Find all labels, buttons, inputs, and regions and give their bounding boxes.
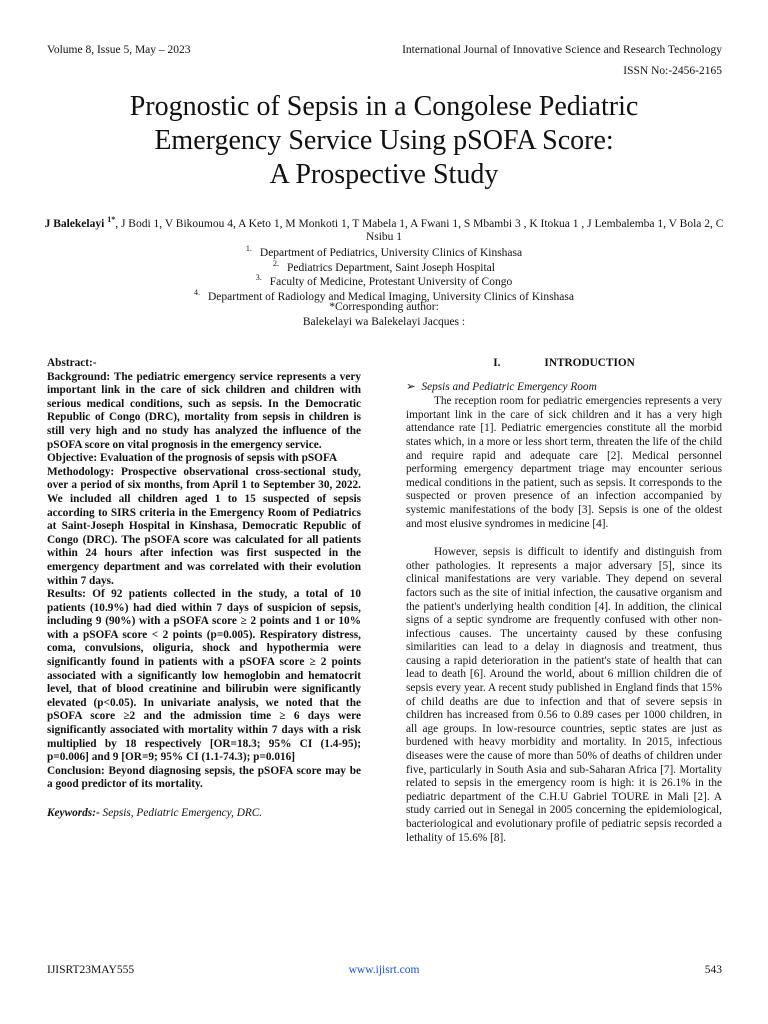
abstract-conclusion: Conclusion: Beyond diagnosing sepsis, the pSOFA score may be a good predictor of its mortality.: [47, 764, 361, 791]
author-list: [40, 213, 728, 244]
affiliation-2: $^{2.}$ Pediatrics Department, Saint Joseph Hospital: [273, 259, 495, 274]
intro-paragraph-1: The reception room for pediatric emergencies represents a very important link in the care of sick children and it has a very high attendance rate [1]. Pediatric emergencies constitute all the morbid states which, in a more or less short term, threaten the life of the child and require rapid and adequate care [2]. Medical personnel performing emergency department triage may encounter serious medical conditions in the patient, such as sepsis. It corresponds to the suspected or proven presence of an infection accompanied by systemic manifestations of the body [3]. Sepsis is one of the oldest and most elusive syndromes in medicine [4].: [406, 395, 722, 530]
header-issn: ISSN No:-2456-2165: [623, 65, 722, 77]
footer-page-number: 543: [704, 964, 722, 976]
intro-paragraph-2: However, sepsis is difficult to identify and distinguish from other pathologies. It represents a major adversary [5], since its clinical manifestations are very variable. They depend on several factors such as the site of initial infection, the causative organism and the patient's underlying health condition [4]. In addition, the clinical signs of a septic syndrome are frequently confused with other non-infectious causes. The uncertainty caused by these confusing similarities can lead to a delay in diagnosis and treatment, thus causing a rapid deterioration in the patient's state of health that can lead to death [6]. Around the world, about 6 million children die of sepsis every year. A recent study published in England finds that 15% of child deaths are due to infection and that of severe sepsis in children has increased from 0.56 to 0.89 cases per 1000 children, in all age groups. In low-resource countries, septic states are just as burdened with heavy morbidity and mortality. In 2015, infectious diseases were the cause of more than 50% of deaths of children under five, particularly in South Asia and sub-Saharan Africa [7]. Mortality related to sepsis in the emergency room is high: it is 26.1% in the pediatric department of the C.H.U Gabriel TOURE in Mali [2]. A study carried out in Senegal in 2005 concerning the epidemiological, bacteriological and evolutionary profile of pediatric sepsis recorded a lethality of 15.6% [8].: [406, 546, 722, 844]
first-author: J Balekelayi: [44, 217, 105, 230]
abstract-objective: Objective: Evaluation of the prognosis of sepsis with pSOFA: [47, 452, 338, 465]
corresponding-name: Balekelayi wa Balekelayi Jacques :: [302, 316, 466, 328]
title-line-1: Prognostic of Sepsis in a Congolese Pediatric: [129, 91, 639, 122]
footer-website-link[interactable]: www.ijisrt.com: [348, 964, 420, 976]
corresponding-label: *Corresponding author:: [329, 301, 439, 313]
subsection-heading: ➢ Sepsis and Pediatric Emergency Room: [406, 380, 597, 393]
affiliation-3: $^{3.}$ Faculty of Medicine, Protestant University of Congo: [255, 273, 513, 288]
affiliation-4: $^{4.}$ Department of Radiology and Medical Imaging, University Clinics of Kinshasa: [193, 288, 574, 303]
first-author-sup: 1*: [107, 215, 116, 224]
affiliation-1: $^{1.}$ Department of Pediatrics, University Clinics of Kinshasa: [245, 244, 523, 259]
authors-rest-1: , J Bodi: [115, 217, 154, 230]
header-journal: International Journal of Innovative Science and Research Technology: [402, 44, 722, 56]
abstract-results: Results: Of 92 patients collected in the study, a total of 10 patients (10.9%) had died within 7 days of suspicion of sepsis, including 9 (90%) with a pSOFA score ≥ 2 points and 1 or 10% with a pSOFA score < 2 points (p=0.005). Respiratory distress, coma, convulsions, oliguria, shock and hypothermia were significantly found in patients with a pSOFA score ≥ 2 points associated with a significantly low hemoglobin and hematocrit level, that of blood creatinine and bilirubin were significantly elevated (p<0.05). In univariate analysis, we noted that the pSOFA score ≥2 and the admission time ≥ 6 days were significantly associated with mortality within 7 days with a risk multiplied by 18 respectively [OR=18.3; 95% CI (1.4-95); p=0.006] and 9 [OR=9; 95% CI (1.1-74.3); p=0.016]: [47, 588, 361, 764]
introduction-column: [406, 357, 722, 845]
abstract-column: [47, 357, 361, 821]
keywords: Keywords:- Sepsis, Pediatric Emergency, DRC.: [47, 807, 263, 819]
footer-paper-id: IJISRT23MAY555: [47, 964, 135, 976]
abstract-background: Background: The pediatric emergency service represents a very important link in the care of sick children and children with serious medical conditions, such as sepsis. In the Democratic Republic of Congo (DRC), mortality from sepsis in children is still very high and no study has analyzed the influence of the pSOFA score on vital prognosis in the emergency service.: [47, 370, 361, 451]
arrow-bullet-icon: ➢: [406, 380, 416, 393]
paper-title: [60, 90, 708, 192]
header-volume: Volume 8, Issue 5, May – 2023: [47, 44, 191, 56]
title-line-2: Emergency Service Using pSOFA Score:: [154, 125, 614, 156]
title-line-3: A Prospective Study: [269, 159, 499, 190]
authors-rest-2: 1, V Bikoumou 4, A Keto 1, M Monkoti 1, T Mabela 1, A Fwani 1, S Mbambi 3 , K Itokua 1 , J Lembalemba 1, V Bola 2, C Nsibu 1: [153, 217, 724, 243]
section-heading: I. INTRODUCTION: [493, 357, 635, 369]
abstract-methodology: Methodology: Prospective observational cross-sectional study, over a period of six months, from April 1 to September 30, 2022. We included all children aged 1 to 15 suspected of sepsis according to SIRS criteria in the Emergency Room of Pediatrics at Saint-Joseph Hospital in Kinshasa, Democratic Republic of Congo (DRC). The pSOFA score was calculated for all patients within 24 hours after infection was first suspected in the emergency department and was correlated with their evolution within 7 days.: [47, 465, 361, 587]
abstract-heading: Abstract:-: [47, 357, 97, 369]
